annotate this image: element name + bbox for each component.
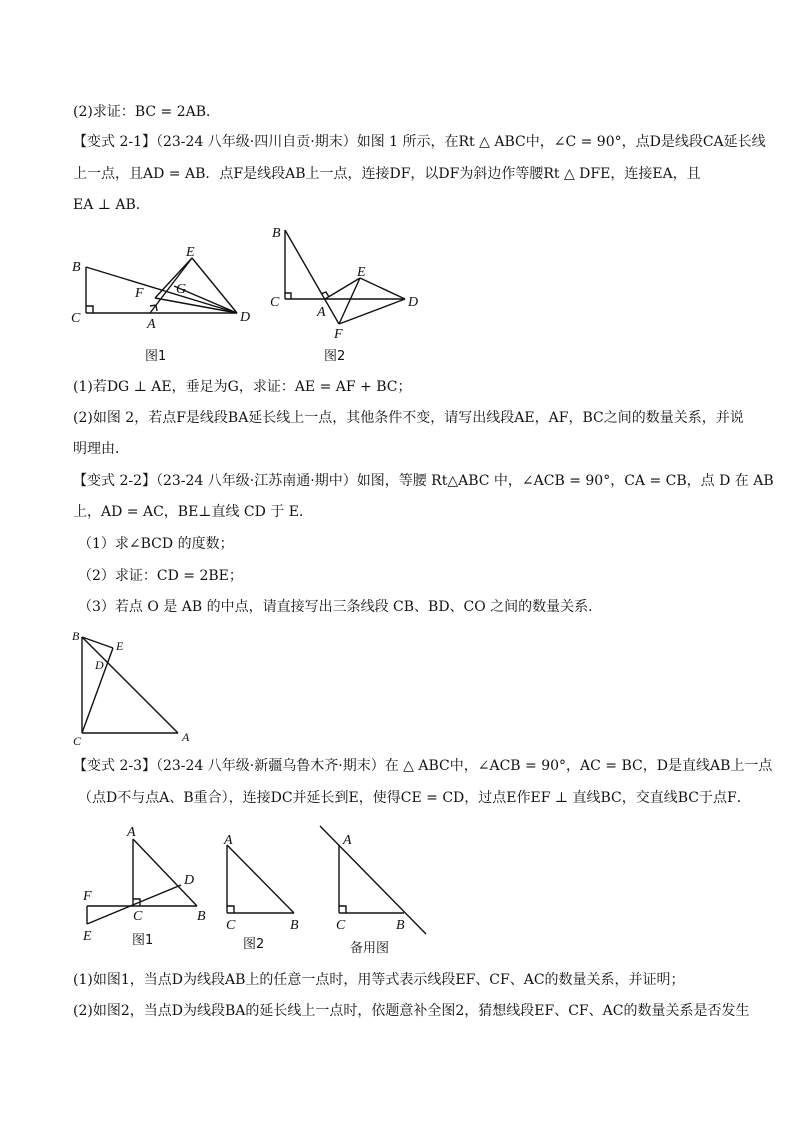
- fig4-label-c: C: [133, 909, 143, 924]
- text-line-9: 上，AD = AC，BE⊥直线 CD 于 E．: [73, 504, 313, 520]
- fig5-label-b: B: [290, 918, 299, 933]
- fig6-caption: 备用图: [350, 941, 390, 956]
- text-line-4: EA ⊥ AB．: [73, 197, 150, 213]
- text-line-14: （点D不与点A、B重合），连接DC并延长到E，使得CE = CD，过点E作EF ⊥ 直线BC，交直线BC于点F．: [78, 790, 751, 806]
- fig6-label-b: B: [396, 918, 405, 933]
- fig4-label-f: F: [83, 889, 92, 904]
- fig2-caption: 图2: [324, 349, 346, 364]
- fig4-caption: 图1: [132, 933, 154, 948]
- figure-2: [285, 230, 405, 324]
- fig5-label-a: A: [224, 833, 233, 848]
- text-line-3: 上一点，且AD = AB．点F是线段AB上一点，连接DF，以DF为斜边作等腰Rt △ DFE，连接EA，且: [73, 166, 701, 182]
- fig1-caption: 图1: [145, 349, 167, 364]
- fig6-label-a: A: [343, 833, 352, 848]
- fig4-label-a: A: [127, 825, 136, 840]
- fig1-label-d: D: [240, 310, 251, 325]
- text-line-16: (2)如图2，当点D为线段BA的延长线上一点时，依题意补全图2，猜想线段EF、CF、AC的数量关系是否发生: [73, 1003, 750, 1019]
- fig2-label-d: D: [408, 295, 419, 310]
- fig1-label-b: B: [72, 260, 81, 275]
- fig2-label-f: F: [334, 327, 343, 342]
- fig3-label-e: E: [116, 639, 124, 653]
- fig3-label-a: A: [182, 730, 190, 744]
- text-line-15: (1)如图1，当点D为线段AB上的任意一点时，用等式表示线段EF、CF、AC的数量关系，并证明；: [73, 972, 685, 988]
- figure-1: [86, 258, 237, 313]
- fig1-label-f: F: [135, 286, 144, 301]
- fig1-label-c: C: [71, 311, 81, 326]
- text-line-7: 明理由．: [73, 441, 129, 457]
- text-line-2: 【变式 2-1】（23-24 八年级·四川自贡·期末）如图 1 所示，在Rt △ ABC中，∠C = 90°，点D是线段CA延长线: [73, 134, 766, 150]
- fig6-label-c: C: [336, 918, 346, 933]
- figure-3: [82, 637, 178, 733]
- fig2-label-b: B: [272, 226, 281, 241]
- text-line-1: (2)求证：BC = 2AB．: [73, 104, 221, 120]
- fig1-label-e: E: [186, 245, 195, 260]
- fig4-label-e: E: [83, 929, 92, 944]
- text-line-13: 【变式 2-3】（23-24 八年级·新疆乌鲁木齐·期末）在 △ ABC中，∠ACB = 90°，AC = BC，D是直线AB上一点: [73, 758, 773, 774]
- text-line-12: （3）若点 O 是 AB 的中点，请直接写出三条线段 CB、BD、CO 之间的数量关系．: [78, 599, 603, 615]
- text-line-8: 【变式 2-2】（23-24 八年级·江苏南通·期中）如图，等腰 Rt△ABC 中，∠ACB = 90°，CA = CB，点 D 在 AB: [73, 473, 774, 489]
- fig4-label-b: B: [197, 909, 206, 924]
- fig3-label-c: C: [73, 734, 82, 748]
- fig3-label-b: B: [72, 629, 80, 643]
- fig2-label-c: C: [270, 295, 280, 310]
- figure-5: [227, 845, 294, 913]
- fig1-label-a: A: [147, 317, 156, 332]
- text-line-5: (1)若DG ⊥ AE，垂足为G，求证：AE = AF + BC；: [73, 379, 412, 395]
- fig5-caption: 图2: [243, 937, 265, 952]
- fig2-label-e: E: [357, 265, 366, 280]
- text-line-10: （1）求∠BCD 的度数；: [78, 536, 234, 552]
- fig2-label-a: A: [317, 305, 326, 320]
- fig4-label-d: D: [184, 873, 195, 888]
- fig1-label-g: G: [176, 282, 187, 297]
- fig3-label-d: D: [95, 658, 104, 672]
- fig5-label-c: C: [226, 918, 236, 933]
- text-line-6: (2)如图 2，若点F是线段BA延长线上一点，其他条件不变，请写出线段AE，AF，BC之间的数量关系，并说: [73, 410, 744, 426]
- text-line-11: （2）求证：CD = 2BE；: [78, 568, 243, 584]
